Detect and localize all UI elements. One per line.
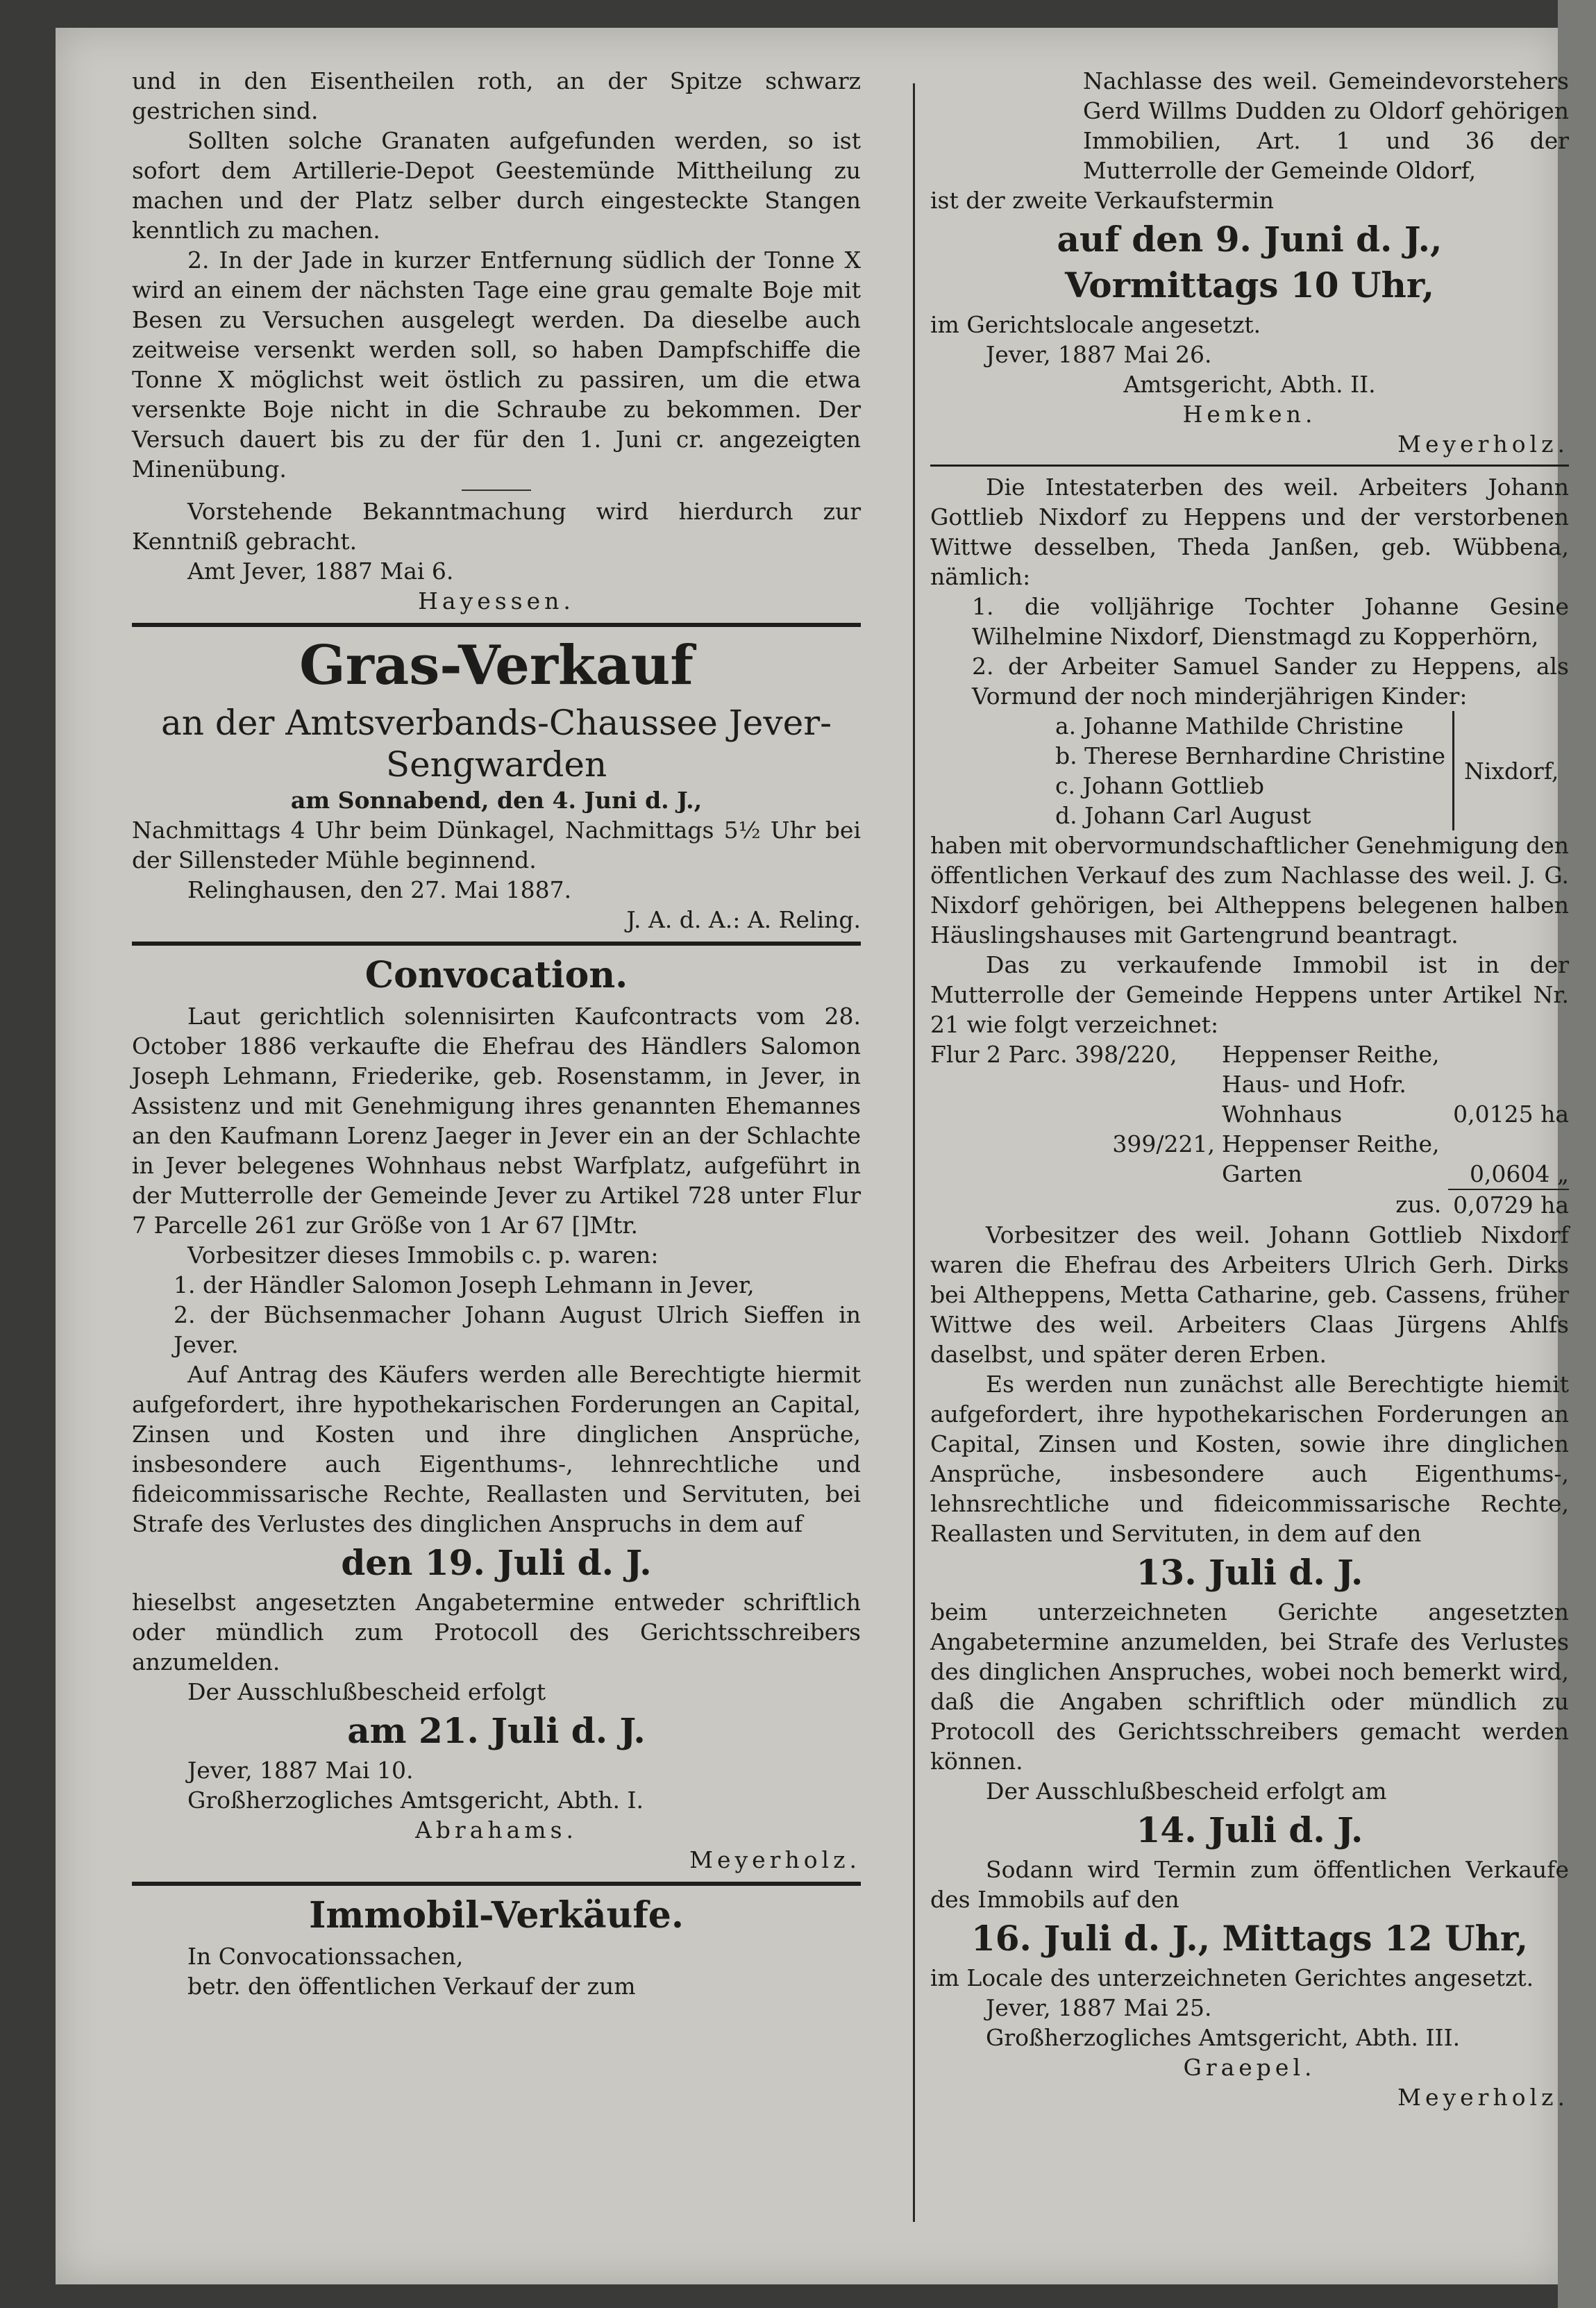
parcel-table bbox=[930, 1039, 1569, 1220]
paragraph: Auf Antrag des Käufers werden alle Berechtigte hiermit aufgefordert, ihre hypothekarischen Forderungen an Capital, Zinsen und Kosten und ihre dinglichen Ansprüche, insbesondere auch Eigenthums-, lehnrechtliche und fideicommissarische Rechte, Reallasten und Servituten, bei Strafe des Verlustes des dinglichen Anspruchs in dem auf bbox=[132, 1361, 861, 1537]
table-cell bbox=[1448, 1129, 1569, 1159]
section-rule bbox=[132, 1882, 861, 1886]
signature: J. A. d. A.: A. Reling. bbox=[626, 906, 861, 933]
sale-date: auf den 9. Juni d. J., bbox=[1057, 219, 1443, 260]
paragraph: Sodann wird Termin zum öffentlichen Verkaufe des Immobils auf den bbox=[930, 1856, 1569, 1913]
table-cell: zus. bbox=[1395, 1191, 1442, 1218]
right-column bbox=[930, 66, 1569, 2112]
paragraph: Die Intestaterben des weil. Arbeiters Johann Gottlieb Nixdorf zu Heppens und der verstorbenen Wittwe desselben, Theda Janßen, geb. Wübbena, nämlich: bbox=[930, 474, 1569, 590]
table-cell bbox=[1448, 1069, 1569, 1099]
table-cell bbox=[930, 1159, 1222, 1189]
notice-title: Gras-Verkauf bbox=[299, 634, 694, 697]
paragraph: und in den Eisentheilen roth, an der Spitze schwarz gestrichen sind. bbox=[132, 67, 861, 124]
notice-title: Immobil-Verkäufe. bbox=[309, 1894, 684, 1937]
paragraph: hieselbst angesetzten Angabetermine entweder schriftlich oder mündlich zum Protocoll des Gerichtsschreibers anzumelden. bbox=[132, 1589, 861, 1675]
paragraph: Der Ausschlußbescheid erfolgt am bbox=[986, 1778, 1387, 1805]
table-cell bbox=[930, 1069, 1222, 1099]
table-cell: 0,0604 „ bbox=[1448, 1159, 1569, 1189]
court-name: Amtsgericht, Abth. II. bbox=[1123, 371, 1376, 398]
table-row bbox=[930, 1159, 1569, 1189]
sale-date: 16. Juli d. J., Mittags 12 Uhr, bbox=[971, 1918, 1529, 1959]
table-cell: Garten bbox=[1222, 1160, 1302, 1187]
paragraph: Der Ausschlußbescheid erfolgt bbox=[187, 1678, 546, 1705]
paragraph: In Convocationssachen, bbox=[187, 1943, 464, 1970]
paragraph: Das zu verkaufende Immobil ist in der Mutterrolle der Gemeinde Heppens unter Artikel Nr. 21 wie folgt verzeichnet: bbox=[930, 951, 1569, 1038]
section-rule bbox=[132, 623, 861, 627]
surname: Nixdorf, bbox=[1463, 757, 1559, 785]
table-cell: Wohnhaus bbox=[1222, 1101, 1343, 1128]
table-cell: Heppenser Reithe, bbox=[1222, 1130, 1440, 1157]
table-cell: 0,0125 ha bbox=[1453, 1101, 1569, 1128]
table-cell: Flur 2 Parc. 398/220, bbox=[930, 1041, 1177, 1068]
signature: Abrahams. bbox=[414, 1816, 578, 1843]
deadline-date: am 21. Juli d. J. bbox=[347, 1710, 646, 1751]
table-cell: Haus- und Hofr. bbox=[1222, 1071, 1406, 1098]
paragraph: Nachmittags 4 Uhr beim Dünkagel, Nachmittags 5½ Uhr bei der Sillensteder Mühle beginnend. bbox=[132, 817, 861, 873]
dateline: Jever, 1887 Mai 26. bbox=[986, 341, 1212, 368]
signature: Graepel. bbox=[1183, 2054, 1316, 2081]
deadline-date: 14. Juli d. J. bbox=[1136, 1809, 1363, 1850]
paragraph: Sollten solche Granaten aufgefunden werden, so ist sofort dem Artillerie-Depot Geestemünde Mittheilung zu machen und der Platz selber durch eingesteckte Stangen kenntlich zu machen. bbox=[132, 127, 861, 244]
paragraph: ist der zweite Verkaufstermin bbox=[930, 187, 1274, 214]
paragraph: haben mit obervormundschaftlicher Genehmigung den öffentlichen Verkauf des zum Nachlasse des weil. J. G. Nixdorf gehörigen, bei Altheppens belegenen halben Häuslingshauses mit Gartengrund beantragt. bbox=[930, 832, 1569, 948]
notice-date: am Sonnabend, den 4. Juni d. J., bbox=[290, 787, 703, 814]
paragraph: Laut gerichtlich solennisirten Kaufcontracts vom 28. October 1886 verkaufte die Ehefrau des Händlers Salomon Joseph Lehmann, Friederike, geb. Rosenstamm, in Jever, in Assistenz und mit Genehmigung ihres genannten Ehemannes an den Kaufmann Lorenz Jaeger in Jever ein an der Schlachte in Jever belegenes Wohnhaus nebst Warfplatz, aufgeführt in der Mutterrolle der Gemeinde Jever zu Artikel 728 unter Flur 7 Parcelle 261 zur Größe von 1 Ar 67 []Mtr. bbox=[132, 1003, 861, 1239]
clerk-signature: Meyerholz. bbox=[689, 1846, 861, 1873]
notice-title: Convocation. bbox=[364, 954, 628, 996]
paragraph: Vorstehende Bekanntmachung wird hierdurch zur Kenntniß gebracht. bbox=[132, 498, 861, 555]
table-cell: Heppenser Reithe, bbox=[1222, 1041, 1440, 1068]
deadline-date: 13. Juli d. J. bbox=[1136, 1552, 1363, 1593]
list-item: c. Johann Gottlieb bbox=[1055, 772, 1264, 799]
left-column bbox=[132, 66, 861, 2001]
paragraph: im Gerichtslocale angesetzt. bbox=[930, 311, 1261, 338]
paragraph: Vorbesitzer des weil. Johann Gottlieb Nixdorf waren die Ehefrau des Arbeiters Ulrich Gerh. Dirks bei Altheppens, Metta Catharine, geb. Cassens, früher Wittwe des weil. Arbeiters Claas Jürgens Ahlfs daselbst, und später deren Erben. bbox=[930, 1221, 1569, 1368]
dateline: Amt Jever, 1887 Mai 6. bbox=[187, 558, 454, 585]
table-row bbox=[930, 1039, 1569, 1069]
table-cell bbox=[1448, 1039, 1569, 1069]
court-name: Großherzogliches Amtsgericht, Abth. I. bbox=[187, 1787, 644, 1814]
court-name: Großherzogliches Amtsgericht, Abth. III. bbox=[986, 2024, 1461, 2051]
paragraph: Es werden nun zunächst alle Berechtigte hiemit aufgefordert, ihre hypothekarischen Forderungen an Capital, Zinsen und Kosten, sowie ihre dinglichen Ansprüche, insbesondere auch Eigenthums-, lehnsrechtliche und fideicommissarische Rechte, Reallasten und Servituten, in dem auf den bbox=[930, 1371, 1569, 1547]
table-cell: 399/221, bbox=[1112, 1130, 1215, 1157]
paragraph: Nachlasse des weil. Gemeindevorstehers Gerd Willms Dudden zu Oldorf gehörigen Immobilien, Art. 1 und 36 der Mutterrolle der Gemeinde Oldorf, bbox=[1083, 67, 1569, 184]
table-row bbox=[930, 1099, 1569, 1129]
paragraph: Vorbesitzer dieses Immobils c. p. waren: bbox=[187, 1241, 659, 1269]
signature: Hemken. bbox=[1182, 401, 1317, 428]
section-rule bbox=[132, 942, 861, 946]
table-row bbox=[930, 1069, 1569, 1099]
paragraph: im Locale des unterzeichneten Gerichtes angesetzt. bbox=[930, 1964, 1534, 1991]
list-item: 1. die volljährige Tochter Johanne Gesine Wilhelmine Nixdorf, Dienstmagd zu Kopperhörn, bbox=[972, 593, 1569, 650]
table-row bbox=[930, 1129, 1569, 1159]
notice-subtitle: an der Amtsverbands-Chaussee Jever-Sengwarden bbox=[160, 703, 832, 785]
paragraph: beim unterzeichneten Gerichte angesetzten Angabetermine anzumelden, bei Strafe des Verlustes des dinglichen Anspruches, wobei noch bemerkt wird, daß die Angaben schriftlich oder mündlich zu Protocoll des Gerichtsschreibers gemacht werden können. bbox=[930, 1598, 1569, 1775]
divider bbox=[462, 490, 531, 491]
list-item: 2. der Arbeiter Samuel Sander zu Heppens, als Vormund der noch minderjährigen Kinder: bbox=[972, 653, 1569, 710]
dateline: Relinghausen, den 27. Mai 1887. bbox=[187, 876, 572, 903]
paragraph: 2. In der Jade in kurzer Entfernung südlich der Tonne X wird an einem der nächsten Tage eine grau gemalte Boje mit Besen zu Versuchen ausgelegt werden. Da dieselbe auch zeitweise versenkt werden soll, so haben Dampfschiffe die Tonne X möglichst weit östlich zu passiren, um die etwa versenkte Boje nicht in die Schraube zu bekommen. Der Versuch dauert bis zu der für den 1. Juni cr. angezeigten Minenübung. bbox=[132, 246, 861, 483]
list-item: d. Johann Carl August bbox=[1055, 802, 1311, 829]
deadline-date: den 19. Juli d. J. bbox=[341, 1542, 652, 1583]
list-item: a. Johanne Mathilde Christine bbox=[1055, 712, 1404, 739]
children-list bbox=[930, 711, 1569, 830]
list-item: 2. der Büchsenmacher Johann August Ulrich Sieffen in Jever. bbox=[174, 1301, 861, 1358]
sale-time: Vormittags 10 Uhr, bbox=[1065, 265, 1434, 306]
table-cell bbox=[930, 1189, 1222, 1220]
table-row bbox=[930, 1189, 1569, 1220]
table-cell: 0,0729 ha bbox=[1453, 1191, 1569, 1219]
column-divider bbox=[913, 83, 915, 2222]
clerk-signature: Meyerholz. bbox=[1397, 2084, 1569, 2111]
section-rule bbox=[930, 465, 1569, 467]
dateline: Jever, 1887 Mai 25. bbox=[986, 1994, 1212, 2021]
paragraph: betr. den öffentlichen Verkauf der zum bbox=[187, 1973, 636, 2000]
dateline: Jever, 1887 Mai 10. bbox=[187, 1757, 414, 1784]
signature: Hayessen. bbox=[418, 587, 575, 614]
list-item: 1. der Händler Salomon Joseph Lehmann in Jever, bbox=[174, 1271, 755, 1298]
table-cell bbox=[930, 1099, 1222, 1129]
clerk-signature: Meyerholz. bbox=[1397, 430, 1569, 458]
list-item: b. Therese Bernhardine Christine bbox=[1055, 742, 1445, 769]
